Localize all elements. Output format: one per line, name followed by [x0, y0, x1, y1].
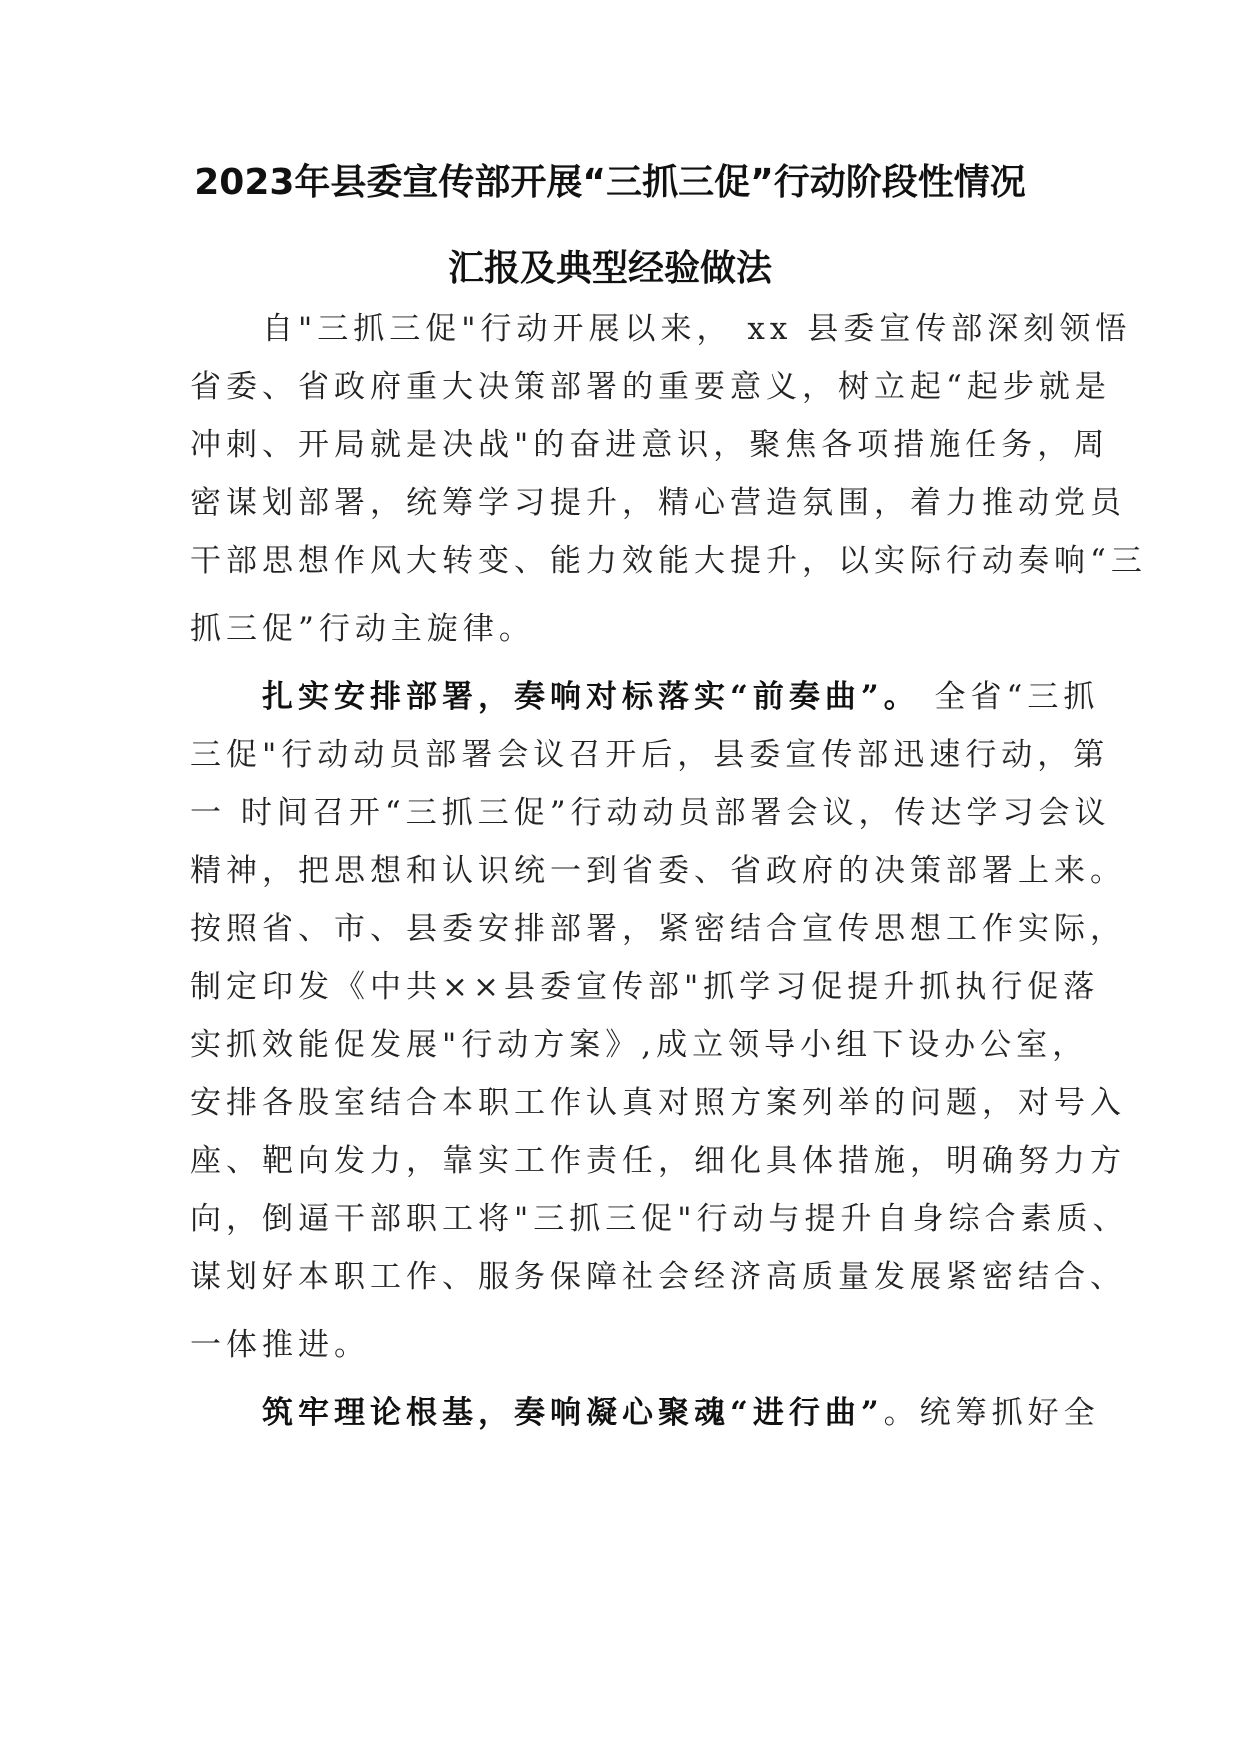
paragraph-2-line-11: 谋划好本职工作、服务保障社会经济高质量发展紧密结合、: [190, 1259, 1126, 1295]
paragraph-2-line-6: 制定印发《中共××县委宣传部"抓学习促提升抓执行促落: [190, 969, 1100, 1005]
paragraph-2-heading: 扎实安排部署，奏响对标落实“前奏曲”。: [262, 679, 920, 715]
paragraph-2-line-4: 精神，把思想和认识统一到省委、省政府的决策部署上来。: [190, 853, 1126, 889]
document-title-line-2: 汇报及典型经验做法: [447, 248, 772, 289]
paragraph-1-line-5: 干部思想作风大转变、能力效能大提升，以实际行动奏响“三: [190, 543, 1147, 579]
paragraph-2-line-1: [190, 668, 1122, 726]
paragraph-2-line-12: 一体推进。: [190, 1327, 370, 1363]
paragraph-3-lead: 。统筹抓好全: [883, 1395, 1100, 1431]
paragraph-2-line-9: 座、靶向发力，靠实工作责任，细化具体措施，明确努力方: [190, 1143, 1126, 1179]
paragraph-3-line-1: [190, 1384, 1122, 1442]
paragraph-2-line-2: 三促"行动动员部署会议召开后，县委宣传部迅速行动，第: [190, 737, 1110, 773]
paragraph-1-line-6: 抓三促”行动主旋律。: [190, 611, 535, 647]
paragraph-1-line-3: 冲刺、开局就是决战"的奋进意识，聚焦各项措施任务，周: [190, 427, 1110, 463]
paragraph-2-lead: 全省“三抓: [919, 679, 1100, 715]
paragraph-3-heading: 筑牢理论根基，奏响凝心聚魂“进行曲”: [262, 1395, 884, 1431]
paragraph-1-line-1: 自"三抓三促"行动开展以来， xx 县委宣传部深刻领悟: [262, 311, 1132, 347]
paragraph-2-line-7: 实抓效能促发展"行动方案》,成立领导小组下设办公室，: [190, 1027, 1089, 1063]
document-title-line-1: 2023年县委宣传部开展“三抓三促”行动阶段性情况: [194, 162, 1026, 203]
paragraph-2-line-3: 一 时间召开“三抓三促”行动动员部署会议，传达学习会议: [190, 795, 1111, 831]
paragraph-1-line-4: 密谋划部署，统筹学习提升，精心营造氛围，着力推动党员: [190, 485, 1126, 521]
paragraph-2-line-5: 按照省、市、县委安排部署，紧密结合宣传思想工作实际，: [190, 911, 1126, 947]
paragraph-1-line-2: 省委、省政府重大决策部署的重要意义，树立起“起步就是: [190, 369, 1111, 405]
paragraph-2-line-10: 向，倒逼干部职工将"三抓三促"行动与提升自身综合素质、: [190, 1201, 1129, 1237]
paragraph-2-line-8: 安排各股室结合本职工作认真对照方案列举的问题，对号入: [190, 1085, 1126, 1121]
